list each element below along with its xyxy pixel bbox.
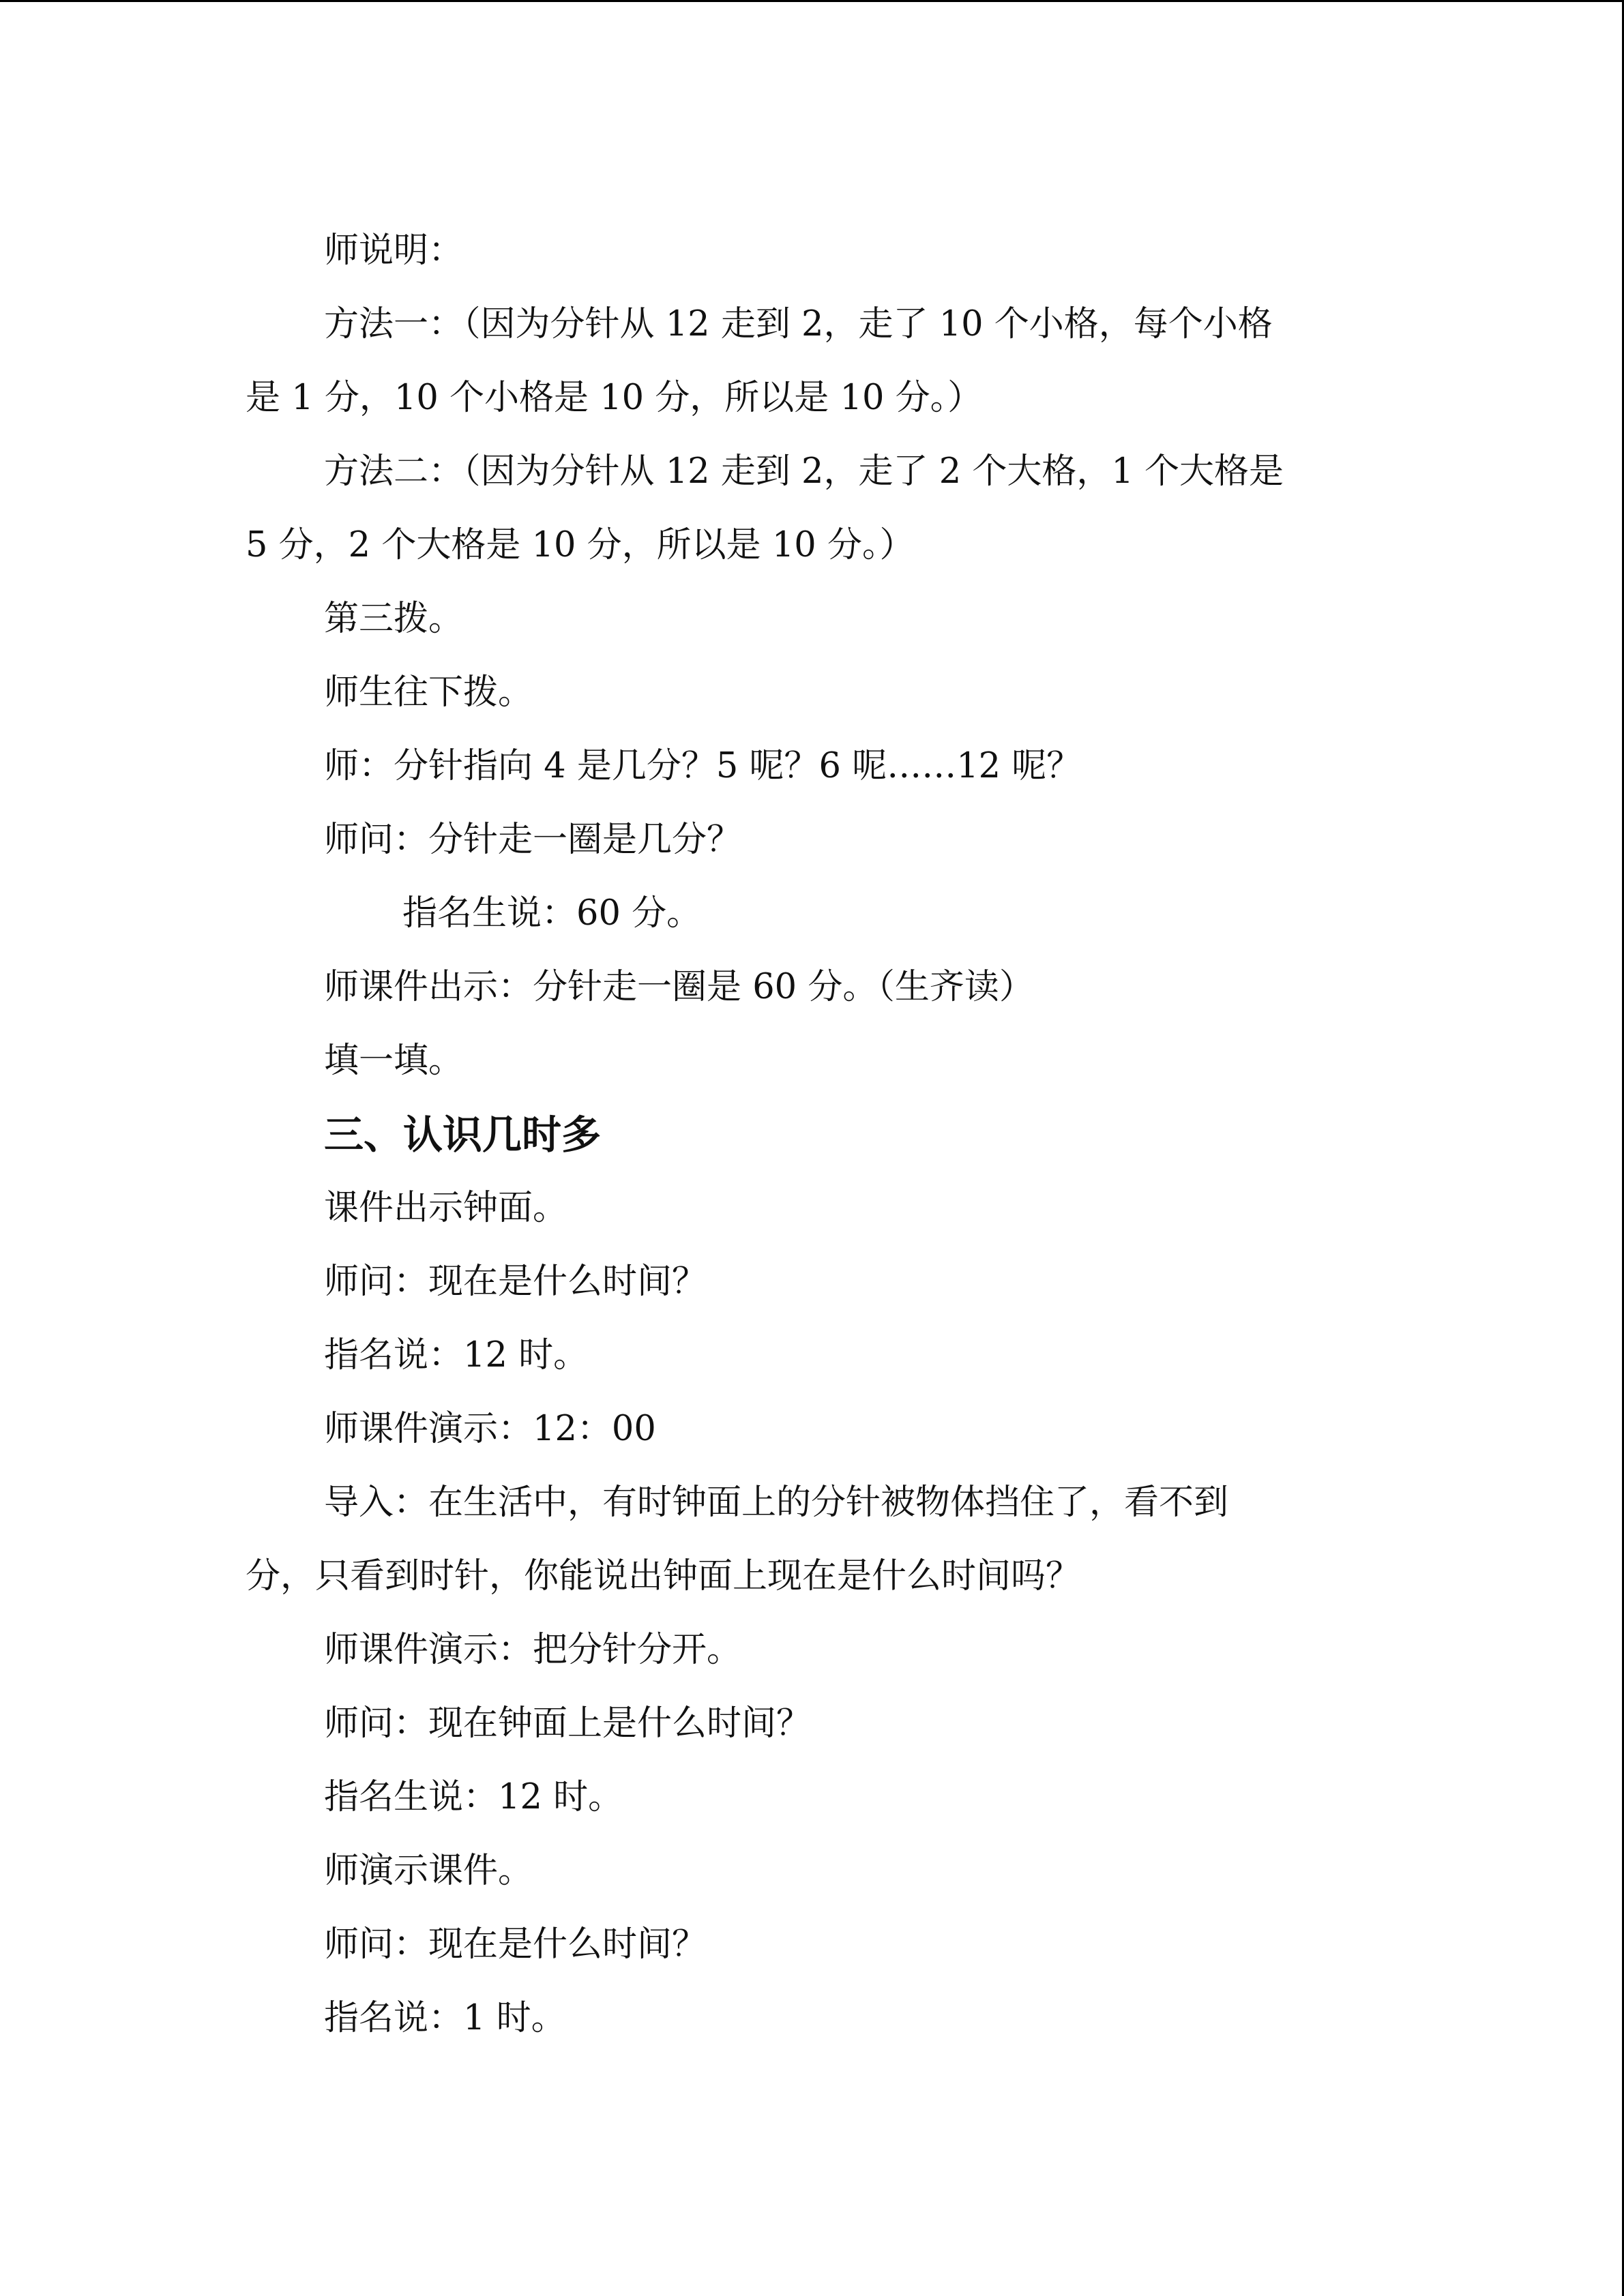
paragraph-intro-continued: 分，只看到时针，你能说出钟面上现在是什么时间吗？: [246, 1556, 1081, 1596]
paragraph-question-time-2: 师问：现在钟面上是什么时间？: [324, 1703, 812, 1744]
paragraph-teacher-explains: 师说明：: [324, 230, 464, 271]
paragraph-method-two: 方法二：（因为分针从 12 走到 2，走了 2 个大格，1 个大格是: [324, 451, 1284, 492]
section-heading: 三、认识几时多: [324, 1112, 602, 1158]
paragraph-teacher-demo: 师演示课件。: [324, 1851, 533, 1891]
paragraph-method-one: 方法一：（因为分针从 12 走到 2，走了 10 个小格，每个小格: [324, 304, 1273, 344]
paragraph-student-answer-60: 指名生说：60 分。: [402, 893, 702, 934]
paragraph-turn-down: 师生往下拨。: [324, 672, 533, 713]
paragraph-teacher-question-minutes: 师：分针指向 4 是几分？5 呢？6 呢……12 呢？: [324, 746, 1082, 786]
paragraph-method-two-continued: 5 分，2 个大格是 10 分，所以是 10 分。）: [246, 525, 915, 565]
paragraph-intro: 导入：在生活中，有时钟面上的分针被物体挡住了，看不到: [324, 1482, 1229, 1523]
paragraph-courseware-shows: 师课件出示：分针走一圈是 60 分。（生齐读）: [324, 967, 1034, 1007]
paragraph-third-turn: 第三拨。: [324, 599, 464, 639]
paragraph-show-clock-face: 课件出示钟面。: [324, 1188, 568, 1228]
paragraph-teacher-question-circle: 师问：分针走一圈是几分？: [324, 820, 742, 860]
document-body: [246, 214, 1364, 2055]
paragraph-student-answer-12: 指名生说：12 时。: [324, 1777, 623, 1817]
paragraph-method-one-continued: 是 1 分，10 个小格是 10 分，所以是 10 分。）: [246, 378, 983, 418]
paragraph-question-time-3: 师问：现在是什么时间？: [324, 1924, 707, 1965]
page-border-top: [0, 0, 1624, 2]
paragraph-question-time-1: 师问：现在是什么时间？: [324, 1262, 707, 1302]
paragraph-fill-in: 填一填。: [324, 1041, 464, 1081]
paragraph-answer-1: 指名说：1 时。: [324, 1998, 566, 2038]
paragraph-demo-separate-hands: 师课件演示：把分针分开。: [324, 1630, 742, 1670]
paragraph-demo-1200: 师课件演示：12：00: [324, 1409, 656, 1449]
paragraph-answer-12: 指名说：12 时。: [324, 1335, 589, 1375]
